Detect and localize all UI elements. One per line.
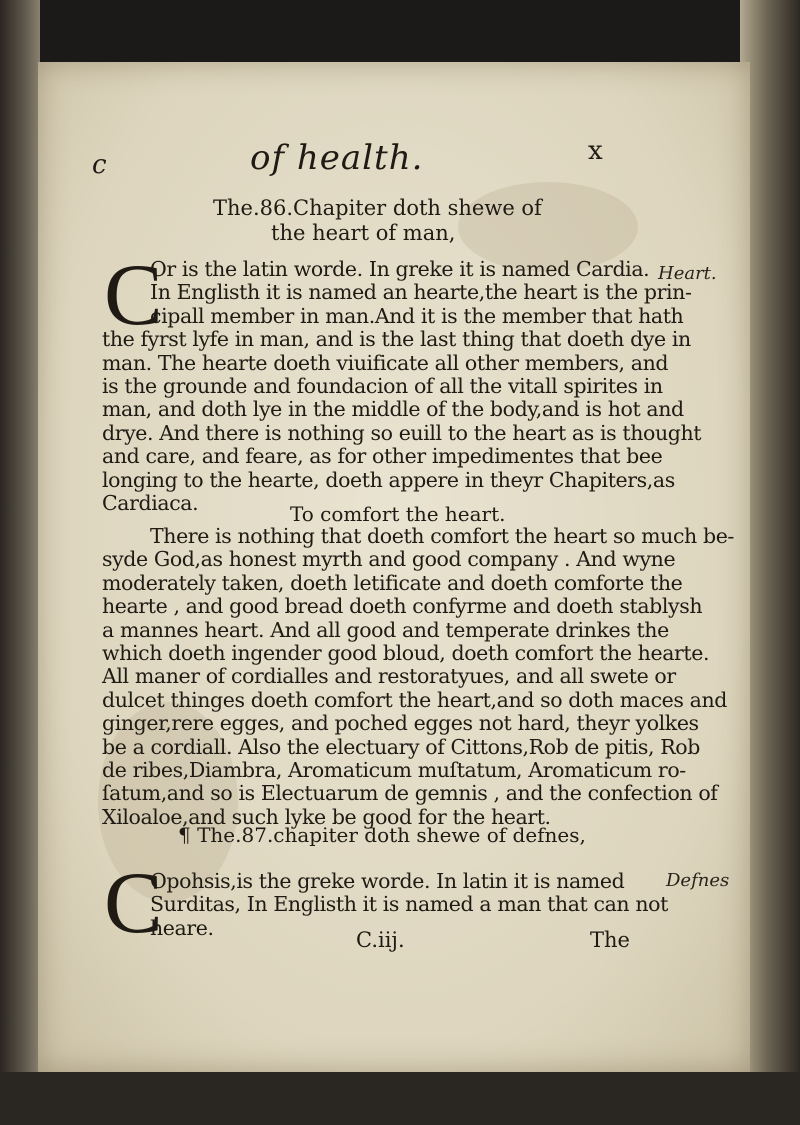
chapter-86-heading-line1: The.86.Chapiter doth shewe of: [213, 196, 542, 220]
text-line: Cardiaca.: [102, 491, 199, 516]
text-line: man, and doth lye in the middle of the body,and is hot and: [102, 397, 684, 422]
subheading-comfort-heart: To comfort the heart.: [290, 502, 506, 526]
text-line: cipall member in man.And it is the member that hath: [150, 303, 684, 328]
text-line: syde God,as honest myrth and good company . And wyne: [102, 547, 676, 572]
text-line: dulcet thinges doeth comfort the heart,and so doth maces and: [102, 687, 727, 712]
signature-mark: C.iij.: [356, 928, 405, 952]
chapter-87-heading: ¶ The.87.chapiter doth shewe of defnes,: [178, 823, 586, 847]
catchword: The: [590, 928, 630, 952]
text-line: is the grounde and foundacion of all the vitall spirites in: [102, 374, 663, 399]
text-line: Xiloaloe,and such lyke be good for the heart.: [102, 804, 551, 829]
text-line: the fyrst lyfe in man, and is the last thing that doeth dye in: [102, 327, 691, 352]
running-head-title: of health.: [250, 138, 424, 178]
chapter-86-paragraph: [102, 257, 702, 516]
text-line: hearte , and good bread doeth confyrme and doeth stablysh: [102, 594, 703, 619]
text-line: drye. And there is nothing so euill to the heart as is thought: [102, 420, 702, 445]
text-line: In Englisth it is named an hearte,the heart is the prin-: [150, 280, 692, 305]
text-line: ſatum,and so is Electuarum de gemnis , and the confection of: [102, 781, 718, 806]
text-line: moderately taken, doeth letificate and doeth comforte the: [102, 570, 683, 595]
running-head-mark: x: [588, 136, 603, 166]
text-line: Or is the latin worde. In greke it is named Cardia.: [150, 257, 650, 281]
text-line: Opohsis,is the greke worde. In latin it is named: [150, 869, 625, 893]
chapter-86-heading-line2: the heart of man,: [271, 221, 456, 245]
drop-cap-initial: C: [104, 247, 163, 344]
page-bottom-shadow: [0, 1072, 800, 1125]
text-line: There is nothing that doeth comfort the heart so much be-: [150, 524, 734, 548]
text-line: and care, and feare, as for other impedimentes that bee: [102, 444, 663, 469]
binding-shadow-left: [0, 0, 40, 1125]
text-line: be a cordiall. Also the electuary of Cittons,Rob de pitis, Rob: [102, 734, 700, 759]
text-line: Surditas, In Englisth it is named a man that can not: [150, 892, 668, 917]
text-line: All maner of cordialles and restoratyues, and all swete or: [102, 664, 676, 689]
text-line: ginger,rere egges, and poched egges not hard, theyr yolkes: [102, 711, 699, 736]
text-line: a mannes heart. And all good and temperate drinkes the: [102, 617, 669, 642]
text-line: man. The hearte doeth viuificate all other members, and: [102, 350, 669, 375]
text-line: heare.: [150, 915, 214, 940]
drop-cap-initial: C: [104, 855, 163, 952]
margin-note-heart: Heart.: [658, 263, 717, 284]
text-line: de ribes,Diambra, Aromaticum muſtatum, Aromaticum ro-: [102, 758, 686, 783]
comfort-paragraph: [102, 524, 734, 829]
chapter-86-heading: [213, 196, 553, 246]
text-line: which doeth ingender good bloud, doeth comfort the hearte.: [102, 641, 710, 666]
margin-note-defnes: Defnes: [666, 870, 730, 891]
text-line: longing to the hearte, doeth appere in theyr Chapiters,as: [102, 467, 675, 492]
running-head-left: c: [92, 150, 107, 180]
